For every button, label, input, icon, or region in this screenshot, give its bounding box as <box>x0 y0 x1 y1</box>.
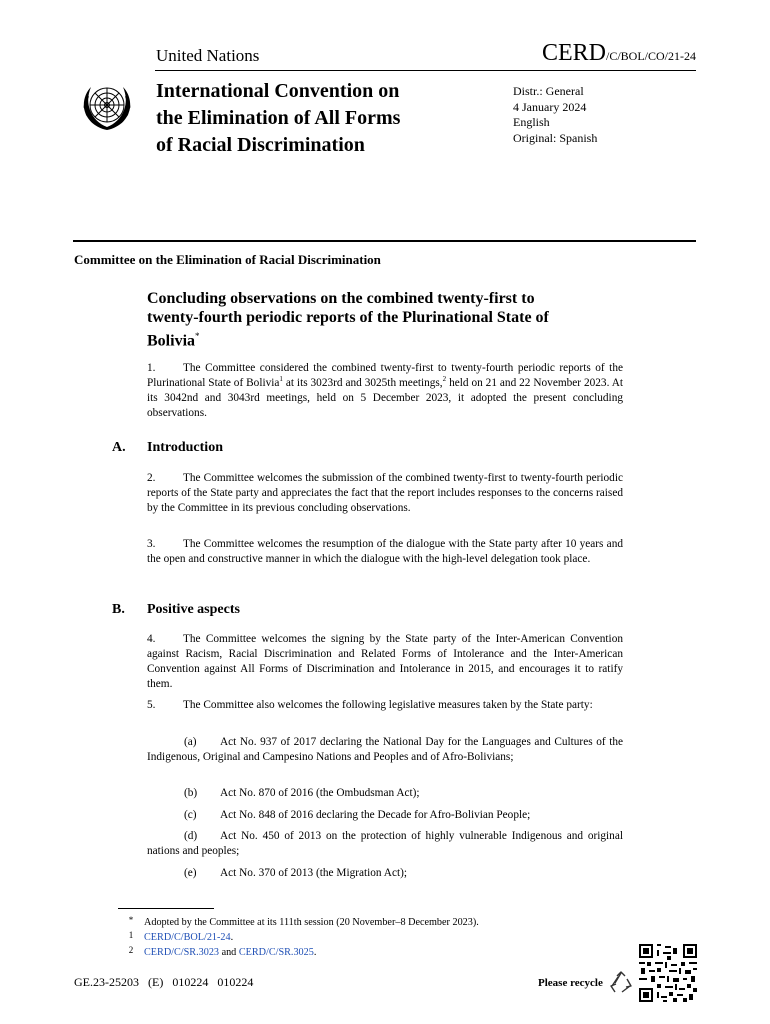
document-title <box>147 289 627 350</box>
recycle-icon <box>608 970 634 996</box>
document-link[interactable]: CERD/C/BOL/21-24 <box>144 932 231 943</box>
convention-title <box>156 78 400 159</box>
list-item: (d) Act No. 450 of 2013 on the protection of highly vulnerable Indigenous and original nations and peoples; <box>147 830 623 857</box>
title-line: twenty-fourth periodic reports of the Plurinational State of <box>147 309 549 326</box>
language-line: English <box>513 115 550 129</box>
convention-title-line: the Elimination of All Forms <box>156 107 401 129</box>
list-item: (a) Act No. 937 of 2017 declaring the National Day for the Languages and Cultures of the Indigenous, Original and Campesino Nations and Peoples and of Afro-Bolivians; <box>147 736 623 763</box>
footnote-2: 2 CERD/C/SR.3023 and CERD/C/SR.3025. <box>128 945 317 958</box>
footnote-star: * Adopted by the Committee at its 111th session (20 November–8 December 2023). <box>128 915 479 928</box>
footnote-1: 1 CERD/C/BOL/21-24. <box>128 930 234 943</box>
paragraph-5: 5. The Committee also welcomes the following legislative measures taken by the State party: <box>147 699 593 711</box>
list-item: (e) Act No. 370 of 2013 (the Migration Act); <box>184 867 407 879</box>
footnote-ref-2[interactable]: 2 <box>442 375 447 384</box>
paragraph-1: 1. The Committee considered the combined twenty-first to twenty-fourth periodic reports of the Plurinational State of Bolivia$^1$ at its 3023rd and 3025th meetings,$^2$ held on 21 and 22 November 2023. At its 3042nd and 3043rd meetings, held on 5 December 2023, it adopted the present concluding observations. <box>147 362 624 419</box>
section-a-letter: A. <box>112 440 126 455</box>
job-number: GE.23-25203 (E) 010224 010224 <box>74 975 254 989</box>
qr-code-icon <box>639 944 697 1002</box>
distr-line: Distr.: General <box>513 84 584 98</box>
paragraph-2: 2. The Committee welcomes the submission of the combined twenty-first to twenty-fourth periodic reports of the State party and appreciates the fact that the report includes responses to the concerns raised by the Committee in its previous concluding observations. <box>147 472 623 514</box>
paragraph-4: 4. The Committee welcomes the signing by the State party of the Inter-American Convention against Racism, Racial Discrimination and Related Forms of Intolerance and the Inter-American Convention against All Forms of Discrimination and Intolerance in 2015, and encourages it to ratify them. <box>147 633 623 690</box>
paragraph-3: 3. The Committee welcomes the resumption of the dialogue with the State party after 10 years and the open and constructive manner in which the dialogue with the high-level delegation took place. <box>147 538 623 565</box>
original-language-line: Original: Spanish <box>513 130 598 145</box>
un-emblem-icon <box>78 78 136 136</box>
symbol-rest: /C/BOL/CO/21-24 <box>605 49 696 63</box>
document-symbol <box>542 40 696 67</box>
footnote-rule <box>118 908 214 909</box>
organization-name: United Nations <box>156 46 260 65</box>
symbol-main: CERD <box>541 40 606 66</box>
list-item: (c) Act No. 848 of 2016 declaring the Decade for Afro-Bolivian People; <box>184 809 531 821</box>
section-b-title: Positive aspects <box>147 602 240 617</box>
date-line: 4 January 2024 <box>513 99 587 114</box>
list-item: (b) Act No. 870 of 2016 (the Ombudsman Act); <box>184 787 420 799</box>
document-link[interactable]: CERD/C/SR.3025 <box>238 947 314 958</box>
distribution-info <box>513 84 597 146</box>
document-link[interactable]: CERD/C/SR.3023 <box>144 947 220 958</box>
header-rule <box>155 70 696 71</box>
section-b-letter: B. <box>112 602 125 617</box>
section-a-title: Introduction <box>147 440 223 455</box>
footnote-ref-1[interactable]: 1 <box>279 375 283 384</box>
title-line: Concluding observations on the combined twenty-first to <box>147 290 535 307</box>
header-thick-rule <box>73 240 696 242</box>
committee-name: Committee on the Elimination of Racial Discrimination <box>74 252 381 267</box>
convention-title-line: International Convention on <box>156 80 400 102</box>
title-footnote-mark: * <box>195 331 200 341</box>
recycle-label: Please recycle <box>538 977 603 989</box>
title-line: Bolivia* <box>147 331 200 350</box>
convention-title-line: of Racial Discrimination <box>156 134 365 156</box>
